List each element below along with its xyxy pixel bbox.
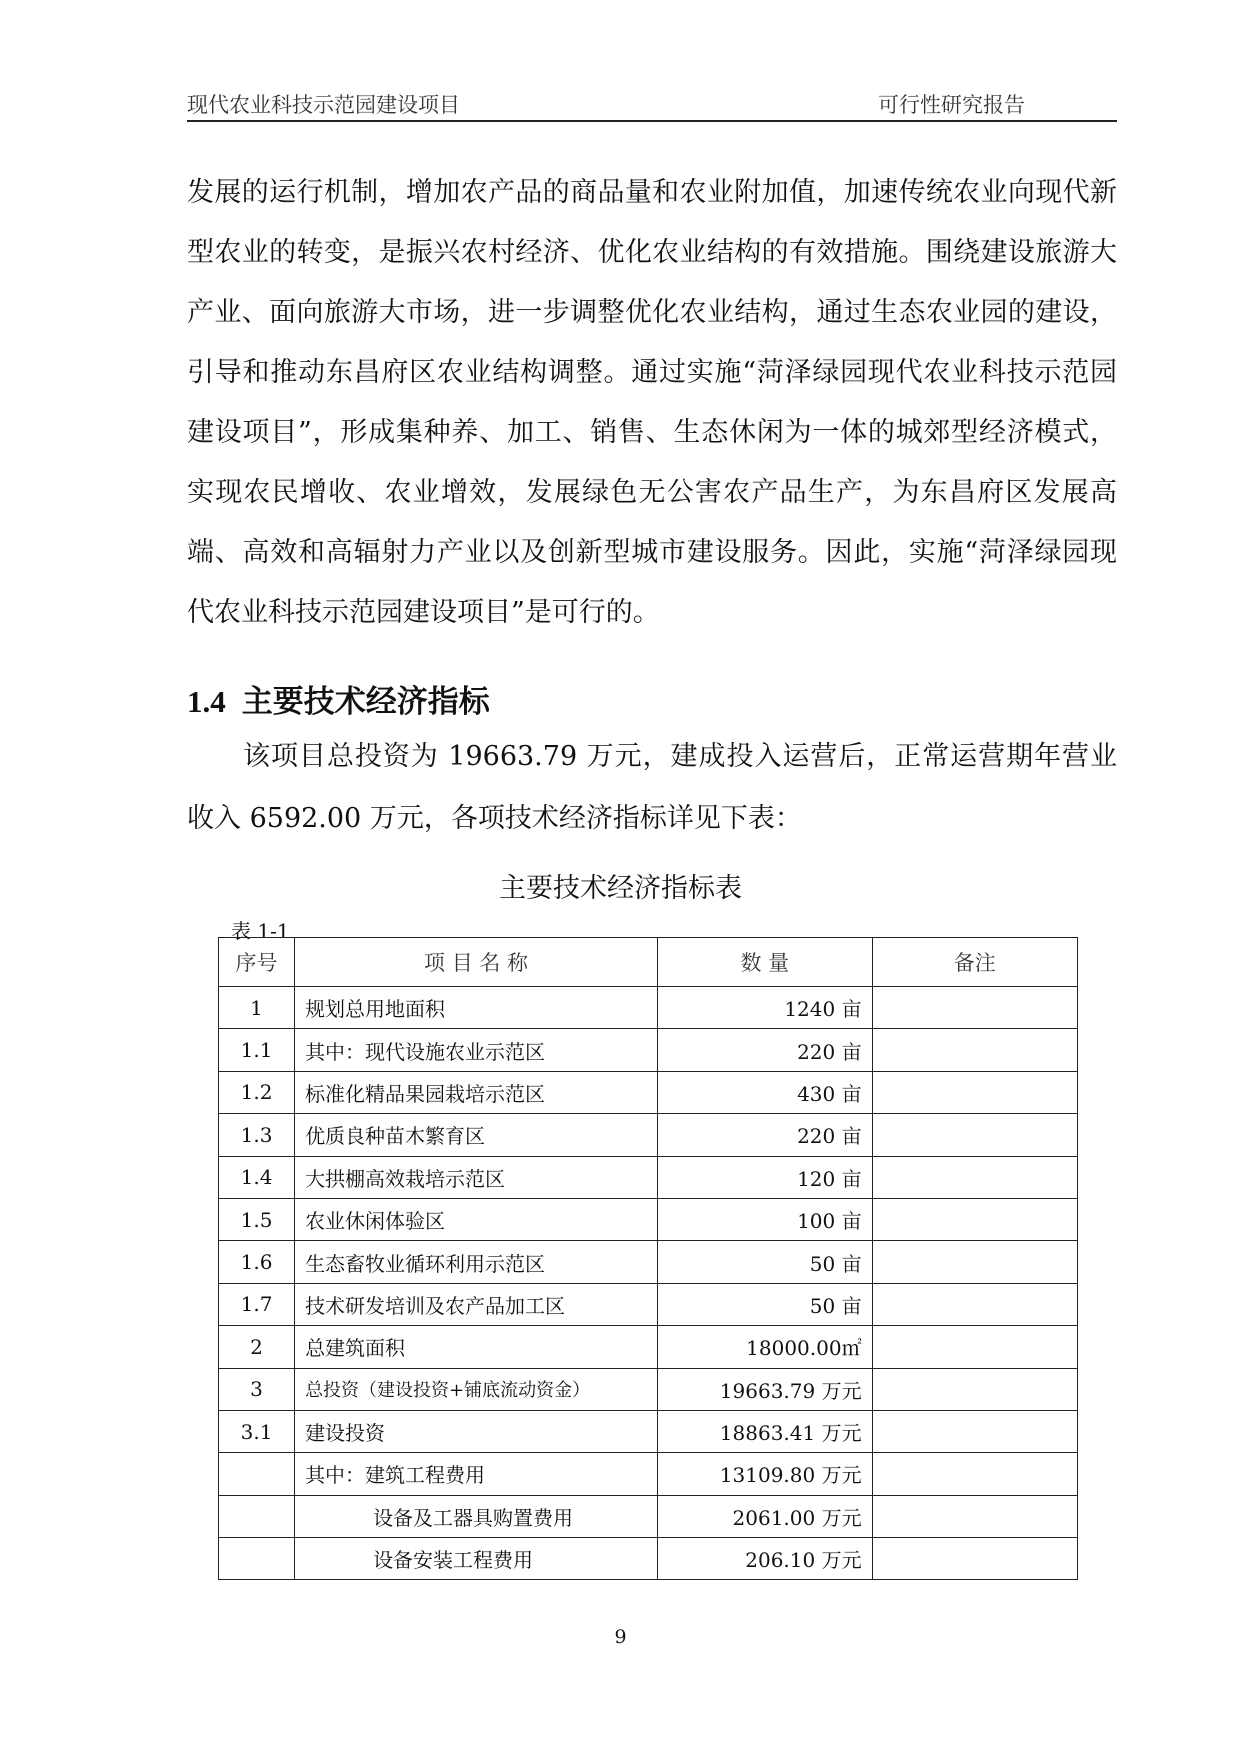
row-note [872, 1029, 1077, 1071]
row-note [872, 1071, 1077, 1113]
row-no [219, 1495, 295, 1537]
row-note [872, 1453, 1077, 1495]
row-note [872, 1156, 1077, 1198]
header-name: 项 目 名 称 [295, 938, 658, 987]
row-qty: 18000.00㎡ [658, 1326, 873, 1368]
row-name: 设备及工器具购置费用 [295, 1495, 658, 1537]
row-qty: 430 亩 [658, 1071, 873, 1113]
table-title: 主要技术经济指标表 [499, 873, 742, 904]
row-note [872, 1283, 1077, 1325]
row-no: 1.3 [219, 1114, 295, 1156]
row-no: 2 [219, 1326, 295, 1368]
row-qty: 13109.80 万元 [658, 1453, 873, 1495]
row-no: 1 [219, 987, 295, 1029]
table-row [219, 1198, 1078, 1240]
header-report-type: 可行性研究报告 [878, 93, 1025, 117]
table-row [219, 1368, 1078, 1410]
row-note [872, 1538, 1077, 1580]
row-name: 建设投资 [295, 1410, 658, 1452]
row-name: 其中：现代设施农业示范区 [295, 1029, 658, 1071]
table-row [219, 1453, 1078, 1495]
header-project-title: 现代农业科技示范园建设项目 [187, 93, 460, 117]
row-qty: 1240 亩 [658, 987, 873, 1029]
row-no: 1.7 [219, 1283, 295, 1325]
row-qty: 50 亩 [658, 1241, 873, 1283]
header-no: 序号 [219, 938, 295, 987]
table-row [219, 1029, 1078, 1071]
row-qty: 19663.79 万元 [658, 1368, 873, 1410]
row-no: 1.5 [219, 1198, 295, 1240]
row-name: 技术研发培训及农产品加工区 [295, 1283, 658, 1325]
intro-paragraph: 该项目总投资为 19663.79 万元，建成投入运营后，正常运营期年营业收入 6592.00 万元，各项技术经济指标详见下表： [187, 741, 1117, 834]
indicators-table [218, 937, 1078, 1580]
row-note [872, 1368, 1077, 1410]
table-row [219, 987, 1078, 1029]
table-row [219, 1410, 1078, 1452]
row-note [872, 1114, 1077, 1156]
row-name: 农业休闲体验区 [295, 1198, 658, 1240]
table-header-row [219, 938, 1078, 987]
table-row [219, 1283, 1078, 1325]
row-qty: 50 亩 [658, 1283, 873, 1325]
body-paragraph-text: 发展的运行机制，增加农产品的商品量和农业附加值，加速传统农业向现代新型农业的转变，是振兴农村经济、优化农业结构的有效措施。围绕建设旅游大产业、面向旅游大市场，进一步调整优化农业结构，通过生态农业园的建设，引导和推动东昌府区农业结构调整。通过实施“菏泽绿园现代农业科技示范园建设项目”，形成集种养、加工、销售、生态休闲为一体的城郊型经济模式，实现农民增收、农业增效，发展绿色无公害农产品生产，为东昌府区发展高端、高效和高辐射力产业以及创新型城市建设服务。因此，实施“菏泽绿园现代农业科技示范园建设项目”是可行的。 [187, 177, 1117, 628]
section-heading [187, 676, 490, 721]
row-qty: 120 亩 [658, 1156, 873, 1198]
table-row [219, 1495, 1078, 1537]
row-name: 标准化精品果园栽培示范区 [295, 1071, 658, 1113]
table-row [219, 1156, 1078, 1198]
row-qty: 18863.41 万元 [658, 1410, 873, 1452]
row-name: 设备安装工程费用 [295, 1538, 658, 1580]
row-name: 大拱棚高效栽培示范区 [295, 1156, 658, 1198]
row-no: 1.2 [219, 1071, 295, 1113]
row-name: 其中：建筑工程费用 [295, 1453, 658, 1495]
row-note [872, 1241, 1077, 1283]
row-qty: 220 亩 [658, 1114, 873, 1156]
table-row [219, 1241, 1078, 1283]
table-row [219, 1326, 1078, 1368]
row-qty: 220 亩 [658, 1029, 873, 1071]
row-no: 3.1 [219, 1410, 295, 1452]
page-header [187, 86, 1117, 122]
row-name: 总建筑面积 [295, 1326, 658, 1368]
row-note [872, 1495, 1077, 1537]
row-no: 3 [219, 1368, 295, 1410]
header-qty: 数 量 [658, 938, 873, 987]
table-row [219, 1538, 1078, 1580]
row-note [872, 987, 1077, 1029]
row-name: 规划总用地面积 [295, 987, 658, 1029]
row-qty: 100 亩 [658, 1198, 873, 1240]
row-name: 优质良种苗木繁育区 [295, 1114, 658, 1156]
page-number: 9 [614, 1626, 627, 1648]
row-note [872, 1410, 1077, 1452]
row-name: 总投资（建设投资+铺底流动资金） [295, 1368, 658, 1410]
section-number: 1.4 [187, 684, 226, 719]
section-title: 主要技术经济指标 [241, 684, 490, 720]
row-no [219, 1453, 295, 1495]
row-no [219, 1538, 295, 1580]
row-no: 1.4 [219, 1156, 295, 1198]
body-paragraph [187, 163, 1117, 643]
row-no: 1.6 [219, 1241, 295, 1283]
header-note: 备注 [872, 938, 1077, 987]
row-qty: 2061.00 万元 [658, 1495, 873, 1537]
row-name: 生态畜牧业循环利用示范区 [295, 1241, 658, 1283]
row-no: 1.1 [219, 1029, 295, 1071]
table-row [219, 1071, 1078, 1113]
table-row [219, 1114, 1078, 1156]
table-label: 表 1-1 [231, 919, 290, 943]
row-note [872, 1326, 1077, 1368]
row-qty: 206.10 万元 [658, 1538, 873, 1580]
row-note [872, 1198, 1077, 1240]
